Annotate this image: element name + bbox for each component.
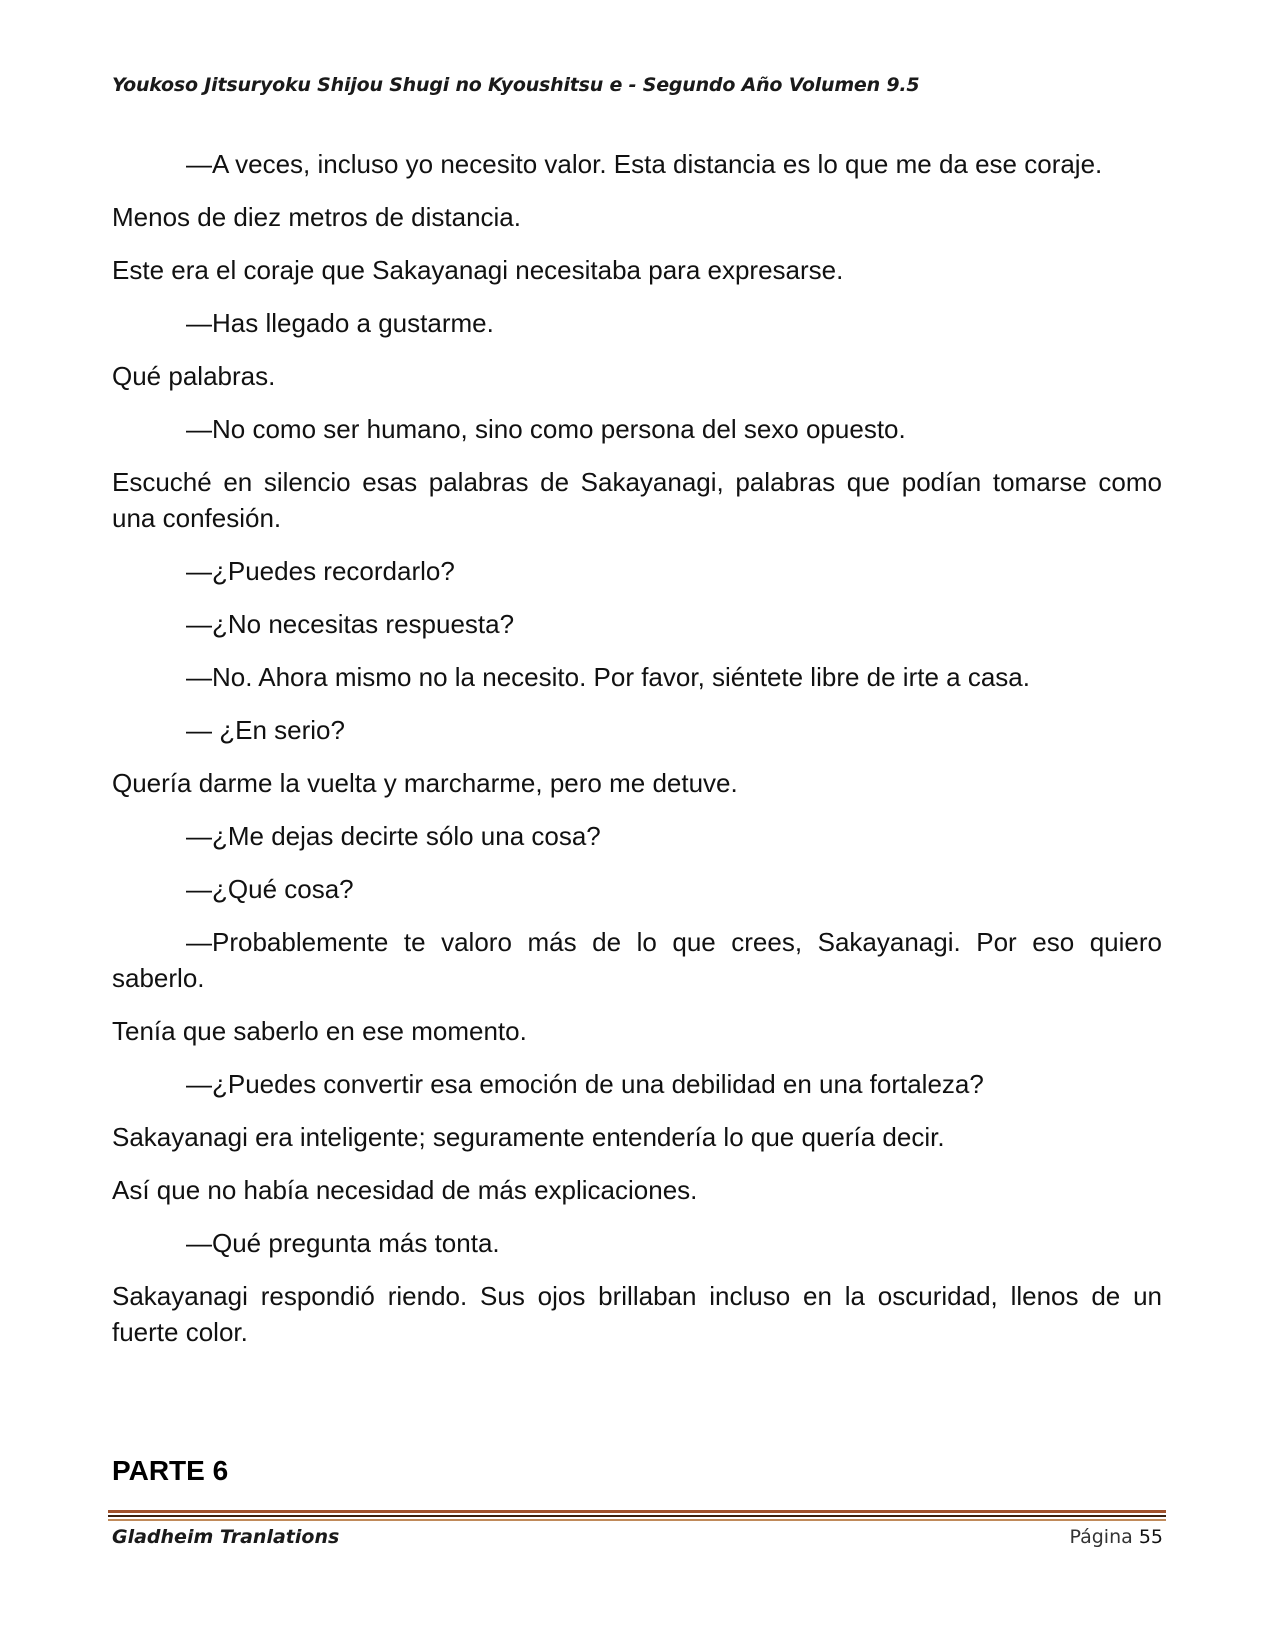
paragraph-1: —A veces, incluso yo necesito valor. Esta distancia es lo que me da ese coraje. [186,149,1103,179]
footer-page-number [1069,1526,1163,1548]
footer-divider-bottom [108,1519,1166,1521]
paragraph-19: Así que no había necesidad de más explicaciones. [112,1175,698,1205]
paragraph-8: —¿Puedes recordarlo? [186,556,455,586]
section-heading: PARTE 6 [112,1455,229,1486]
paragraph-10: —No. Ahora mismo no la necesito. Por favor, siéntete libre de irte a casa. [186,662,1030,692]
paragraph-13: —¿Me dejas decirte sólo una cosa? [186,821,601,851]
page-number: 55 [1138,1526,1163,1548]
paragraph-4: —Has llegado a gustarme. [186,308,494,338]
paragraph-18: Sakayanagi era inteligente; seguramente entendería lo que quería decir. [112,1122,945,1152]
footer-divider-middle [108,1515,1166,1517]
running-header: Youkoso Jitsuryoku Shijou Shugi no Kyoushitsu e - Segundo Año Volumen 9.5 [112,74,920,96]
paragraph-20: —Qué pregunta más tonta. [186,1228,500,1258]
paragraph-11: — ¿En serio? [186,715,345,745]
paragraph-7: Escuché en silencio esas palabras de Sakayanagi, palabras que podían tomarse como una confesión. [112,467,1162,533]
page-label: Página [1069,1526,1133,1548]
paragraph-14: —¿Qué cosa? [186,874,354,904]
paragraph-16: Tenía que saberlo en ese momento. [112,1016,527,1046]
paragraph-9: —¿No necesitas respuesta? [186,609,515,639]
paragraph-5: Qué palabras. [112,361,276,391]
paragraph-21: Sakayanagi respondió riendo. Sus ojos brillaban incluso en la oscuridad, llenos de un fuerte color. [112,1281,1162,1347]
paragraph-3: Este era el coraje que Sakayanagi necesitaba para expresarse. [112,255,844,285]
paragraph-6: —No como ser humano, sino como persona del sexo opuesto. [186,414,906,444]
footer-divider-top [108,1510,1166,1513]
footer-publisher: Gladheim Tranlations [112,1526,340,1548]
body-text [112,146,1162,1367]
paragraph-17: —¿Puedes convertir esa emoción de una debilidad en una fortaleza? [186,1069,984,1099]
paragraph-15: —Probablemente te valoro más de lo que crees, Sakayanagi. Por eso quiero saberlo. [112,927,1162,993]
paragraph-12: Quería darme la vuelta y marcharme, pero me detuve. [112,768,738,798]
paragraph-2: Menos de diez metros de distancia. [112,202,521,232]
